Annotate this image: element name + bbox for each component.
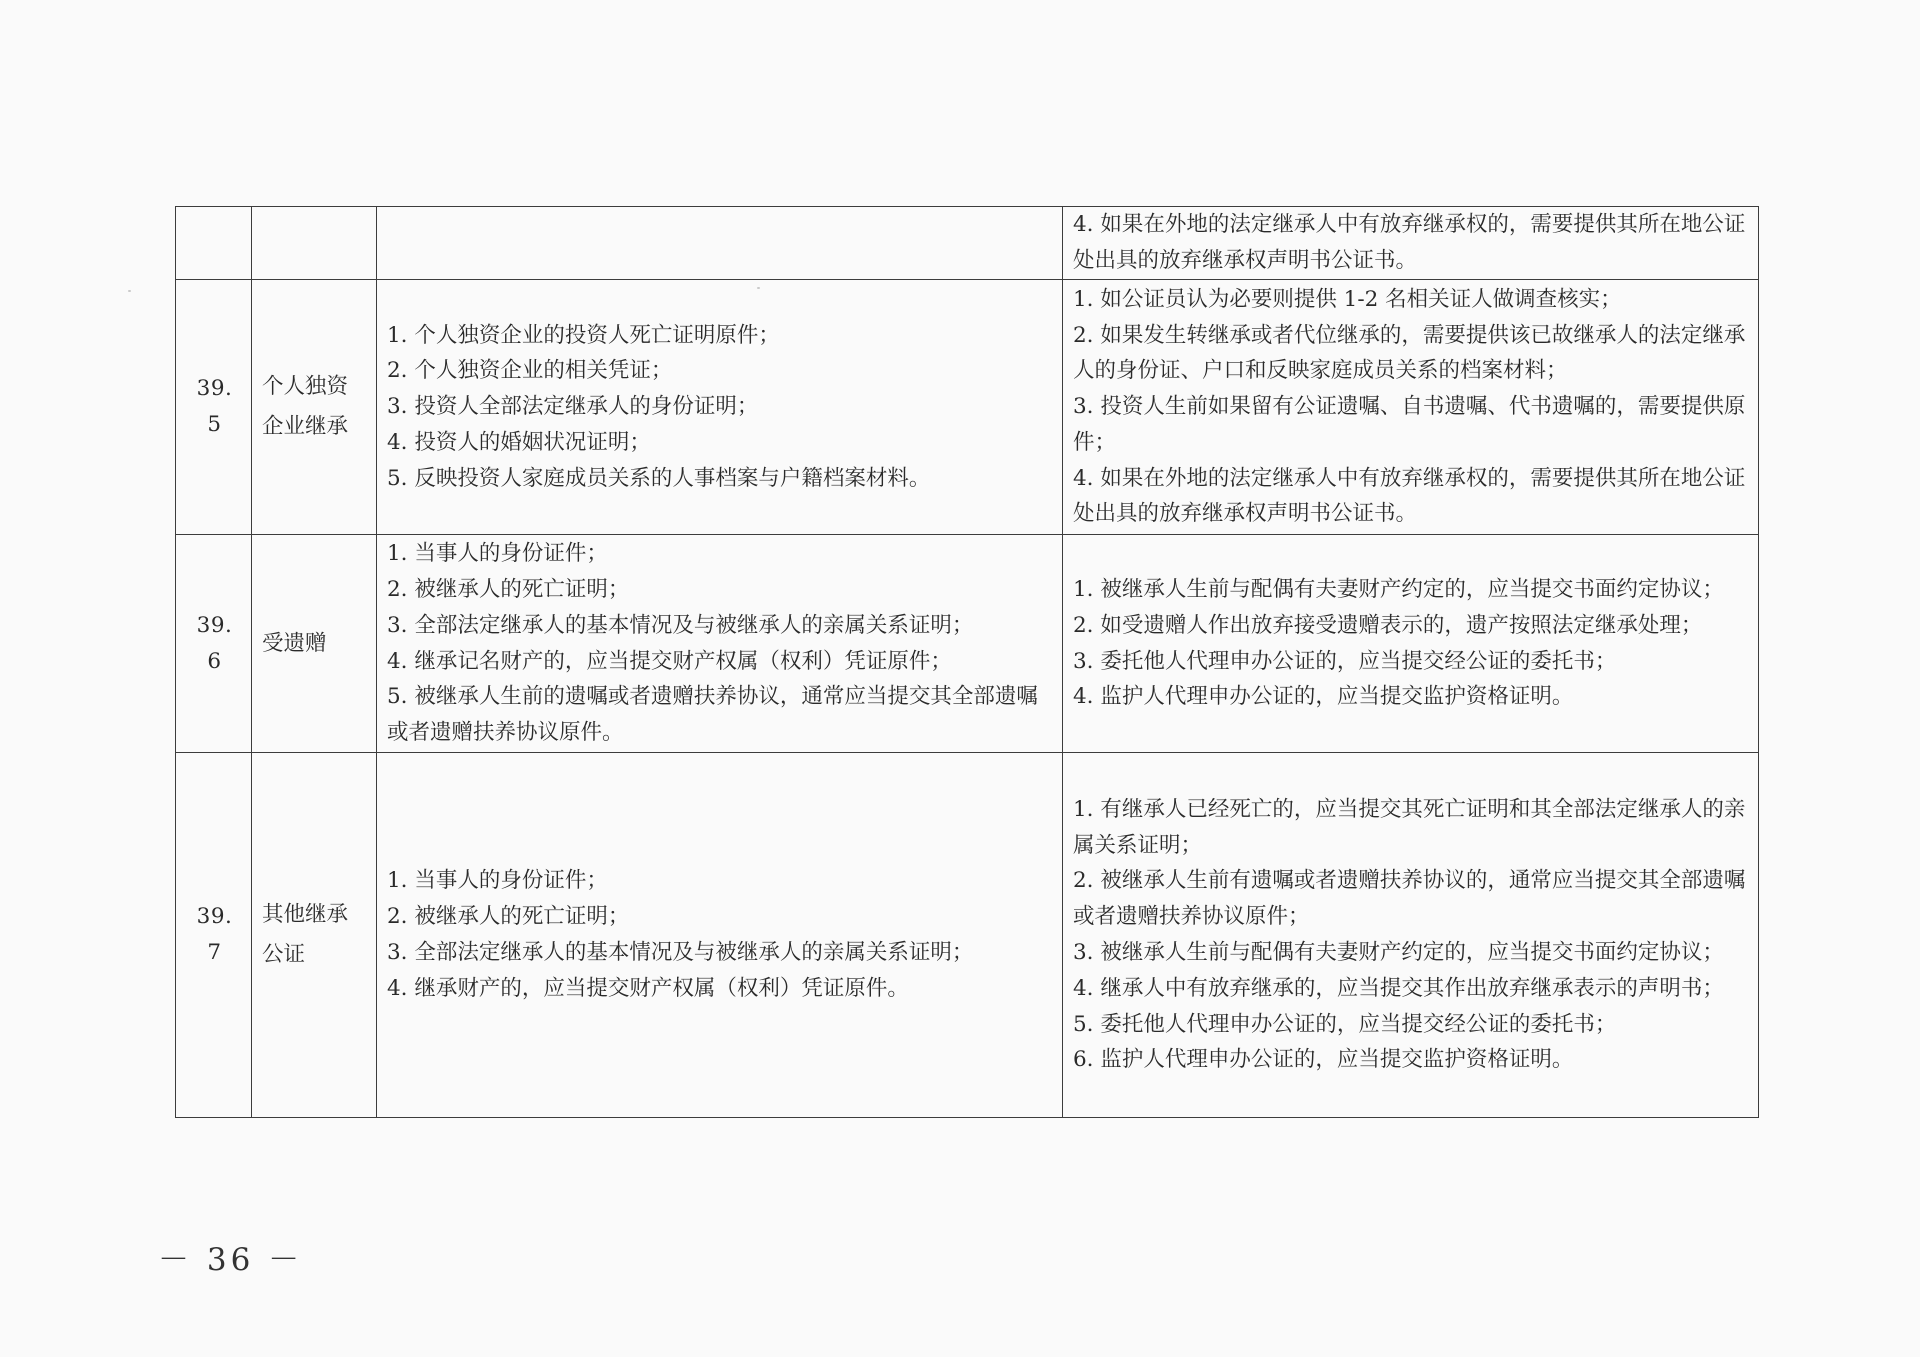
item-name: 其他继承公证: [252, 753, 377, 1118]
requirements-table: [175, 206, 1759, 1118]
note-line: 5. 委托他人代理申办公证的，应当提交经公证的委托书；: [1073, 1011, 1617, 1037]
item-name: 个人独资企业继承: [252, 280, 377, 535]
item-name: [252, 207, 377, 280]
row-number: 39. 7: [176, 753, 252, 1118]
page-number: － 36 －: [158, 1242, 304, 1278]
material-line: 2. 被继承人的死亡证明；: [387, 576, 630, 602]
materials-cell: [377, 535, 1063, 753]
material-line: 5. 被继承人生前的遗嘱或者遗赠扶养协议，通常应当提交其全部遗嘱或者遗赠扶养协议原件。: [387, 684, 1038, 746]
table-row: [176, 280, 1759, 535]
note-line: 3. 被继承人生前与配偶有夫妻财产约定的，应当提交书面约定协议；: [1073, 940, 1724, 965]
row-number: 39. 5: [176, 280, 252, 535]
notes-cell: [1063, 753, 1759, 1118]
material-line: 4. 继承财产的，应当提交财产权属（权利）凭证原件。: [387, 975, 909, 1001]
material-line: 3. 投资人全部法定继承人的身份证明；: [387, 394, 759, 420]
table-row: [176, 207, 1759, 280]
material-line: 2. 被继承人的死亡证明；: [387, 904, 630, 930]
note-line: 4. 监护人代理申办公证的，应当提交监护资格证明。: [1073, 684, 1574, 710]
note-line: 2. 如果发生转继承或者代位继承的，需要提供该已故继承人的法定继承人的身份证、户口和反映家庭成员关系的档案材料；: [1073, 322, 1746, 384]
table-row: [176, 753, 1759, 1118]
material-line: 3. 全部法定继承人的基本情况及与被继承人的亲属关系证明；: [387, 612, 974, 638]
material-line: 5. 反映投资人家庭成员关系的人事档案与户籍档案材料。: [387, 465, 931, 491]
material-line: 1. 当事人的身份证件；: [387, 868, 608, 894]
note-line: 2. 被继承人生前有遗嘱或者遗赠扶养协议的，通常应当提交其全部遗嘱或者遗赠扶养协议原件；: [1073, 868, 1746, 930]
table-row: [176, 535, 1759, 753]
note-line: 4. 如果在外地的法定继承人中有放弃继承权的，需要提供其所在地公证处出具的放弃继承权声明书公证书。: [1073, 212, 1746, 273]
material-line: 3. 全部法定继承人的基本情况及与被继承人的亲属关系证明；: [387, 940, 974, 965]
material-line: 1. 个人独资企业的投资人死亡证明原件；: [387, 322, 780, 348]
material-line: 1. 当事人的身份证件；: [387, 541, 608, 567]
materials-cell: [377, 753, 1063, 1118]
notes-cell: [1063, 207, 1759, 280]
row-number: [176, 207, 252, 280]
note-line: 6. 监护人代理申办公证的，应当提交监护资格证明。: [1073, 1047, 1574, 1073]
note-line: 1. 如公证员认为必要则提供 1-2 名相关证人做调查核实；: [1073, 286, 1622, 312]
note-line: 3. 委托他人代理申办公证的，应当提交经公证的委托书；: [1073, 648, 1617, 674]
materials-cell: [377, 280, 1063, 535]
note-line: 1. 有继承人已经死亡的，应当提交其死亡证明和其全部法定继承人的亲属关系证明；: [1073, 796, 1746, 858]
notes-cell: [1063, 280, 1759, 535]
note-line: 4. 继承人中有放弃继承的，应当提交其作出放弃继承表示的声明书；: [1073, 975, 1724, 1001]
row-number: 39. 6: [176, 535, 252, 753]
material-line: 2. 个人独资企业的相关凭证；: [387, 358, 673, 384]
item-name: 受遗赠: [252, 535, 377, 753]
material-line: 4. 投资人的婚姻状况证明；: [387, 429, 651, 455]
note-line: 2. 如受遗赠人作出放弃接受遗赠表示的，遗产按照法定继承处理；: [1073, 612, 1703, 638]
note-line: 4. 如果在外地的法定继承人中有放弃继承权的，需要提供其所在地公证处出具的放弃继承权声明书公证书。: [1073, 465, 1746, 527]
note-line: 1. 被继承人生前与配偶有夫妻财产约定的，应当提交书面约定协议；: [1073, 576, 1724, 602]
notes-cell: [1063, 535, 1759, 753]
material-line: 4. 继承记名财产的，应当提交财产权属（权利）凭证原件；: [387, 648, 952, 674]
scan-speck: [128, 290, 131, 292]
note-line: 3. 投资人生前如果留有公证遗嘱、自书遗嘱、代书遗嘱的，需要提供原件；: [1073, 394, 1746, 455]
materials-cell: [377, 207, 1063, 280]
